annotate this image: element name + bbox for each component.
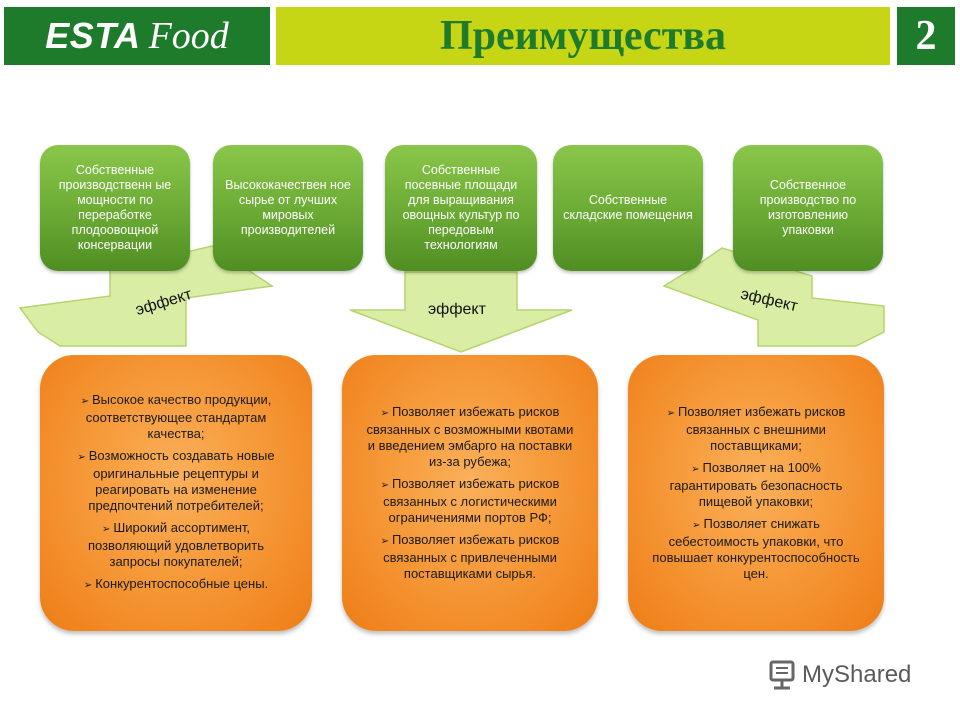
advantage-box-warehouses xyxy=(553,145,703,271)
arrow-bullet-icon: ➢ xyxy=(692,520,701,531)
effect-label-left: эффект xyxy=(133,285,194,320)
advantage-text: Высококачествен ное сырье от лучших мировых производителей xyxy=(225,178,351,237)
arrow-bullet-icon: ➢ xyxy=(80,396,90,407)
advantage-text: Собственные посевные площади для выращивания овощных культур по передовым технологиям xyxy=(402,163,520,252)
list-item: ➢ Позволяет избежать рисков связанных с привлеченными поставщиками сырья. xyxy=(380,532,560,581)
advantage-box-production xyxy=(40,145,190,271)
advantage-text: Собственное производство по изготовлению упаковки xyxy=(759,178,857,237)
arrow-bullet-icon: ➢ xyxy=(101,524,111,535)
arrow-bullet-icon: ➢ xyxy=(666,408,675,419)
benefits-box-supply-risks xyxy=(342,355,598,631)
watermark-text: MyShared xyxy=(802,661,912,688)
list-item: ➢ Высокое качество продукции, соответствующее стандартам качества; xyxy=(80,392,272,441)
arrow-bullet-icon: ➢ xyxy=(77,452,86,463)
logo-light-text: Food xyxy=(148,15,229,57)
advantage-text: Собственные складские помещения xyxy=(563,193,693,222)
arrow-bullet-icon: ➢ xyxy=(83,580,93,591)
effect-label-right: эффект xyxy=(738,285,800,316)
advantage-text: Собственные производственн ые мощности по переработке плодоовощной консервации xyxy=(58,163,172,252)
list-item: ➢ Возможность создавать новые оригинальные рецептуры и реагировать на изменение предпочтений потребителей; xyxy=(77,448,275,513)
list-item: ➢ Широкий ассортимент, позволяющий удовлетворить запросы покупателей; xyxy=(87,520,265,569)
page-title: Преимущества xyxy=(276,7,890,65)
benefits-box-packaging xyxy=(628,355,884,631)
list-item: ➢ Позволяет снижать себестоимость упаковки, что повышает конкурентоспособность цен. xyxy=(652,516,860,581)
benefits-box-quality xyxy=(40,355,312,631)
logo-bold-text: ESTA xyxy=(45,15,141,56)
list-item: ➢ Позволяет избежать рисков связанных с логистическими ограничениями портов РФ; xyxy=(380,476,560,525)
advantage-box-farmland xyxy=(385,145,537,271)
myshared-logo-icon xyxy=(768,658,802,692)
advantage-box-packaging xyxy=(733,145,883,271)
advantage-box-raw-materials xyxy=(213,145,363,271)
list-item: ➢ Позволяет избежать рисков связанных с внешними поставщиками; xyxy=(666,404,846,453)
arrow-bullet-icon: ➢ xyxy=(380,408,389,419)
effect-label-middle: эффект xyxy=(428,301,486,318)
slide-number: 2 xyxy=(897,7,955,65)
list-item: ➢ Позволяет на 100% гарантировать безопасность пищевой упаковки; xyxy=(669,460,843,509)
list-item: ➢ Конкурентоспособные цены. xyxy=(83,576,269,591)
arrow-bullet-icon: ➢ xyxy=(380,536,389,547)
myshared-watermark xyxy=(768,655,928,695)
list-item: ➢ Позволяет избежать рисков связанных с возможными квотами и введением эмбарго на поставки из-за рубежа; xyxy=(366,404,574,469)
arrow-bullet-icon: ➢ xyxy=(691,464,700,475)
arrow-bullet-icon: ➢ xyxy=(380,480,389,491)
